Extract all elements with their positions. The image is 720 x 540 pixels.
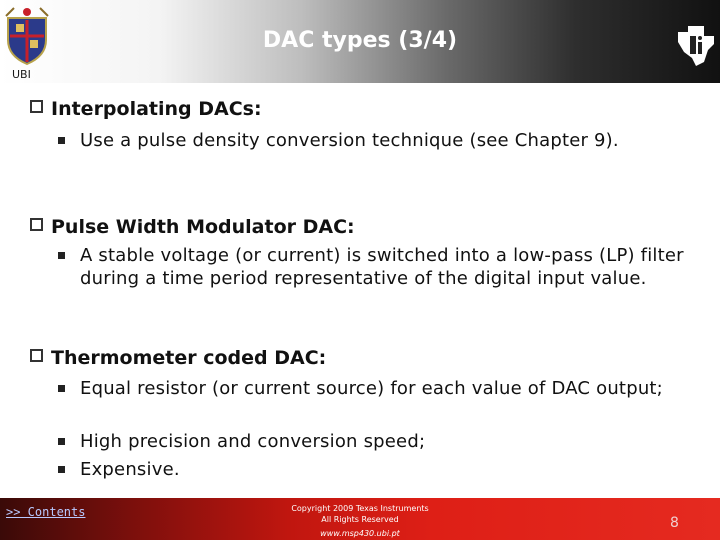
bullet-item [58,458,698,481]
page-title: DAC types (3/4) [262,28,458,53]
square-bullet-icon [58,438,65,445]
section-heading-text: Pulse Width Modulator DAC: [51,216,355,238]
section-heading-text: Thermometer coded DAC: [51,347,327,369]
section-heading-text: Interpolating DACs: [51,98,262,120]
bullet-text: A stable voltage (or current) is switched into a low-pass (LP) filter during a time period representative of the digital input value. [80,245,684,289]
page-number: 8 [670,515,679,531]
bullet-text: High precision and conversion speed; [80,431,426,452]
checkbox-bullet-icon [30,349,43,362]
copyright-notice [270,503,450,525]
square-bullet-icon [58,466,65,473]
section-heading-interpolating [30,97,710,121]
bullet-item [58,129,698,152]
square-bullet-icon [58,137,65,144]
bullet-item [58,244,698,290]
texas-instruments-logo-icon [674,22,720,68]
section-heading-thermometer [30,346,710,370]
square-bullet-icon [58,385,65,392]
ubi-label: UBI [12,68,31,81]
checkbox-bullet-icon [30,100,43,113]
square-bullet-icon [58,252,65,259]
contents-link[interactable]: >> Contents [6,505,86,519]
rights-line: All Rights Reserved [321,515,399,524]
bullet-text: Expensive. [80,459,180,480]
checkbox-bullet-icon [30,218,43,231]
bullet-text: Equal resistor (or current source) for each value of DAC output; [80,378,663,399]
section-heading-pwm [30,215,710,239]
university-crest-icon [2,4,52,66]
bullet-item [58,377,698,400]
website-url: www.msp430.ubi.pt [320,529,400,538]
bullet-text: Use a pulse density conversion technique (see Chapter 9). [80,130,619,151]
copyright-line: Copyright 2009 Texas Instruments [291,504,429,513]
bullet-item [58,430,698,453]
